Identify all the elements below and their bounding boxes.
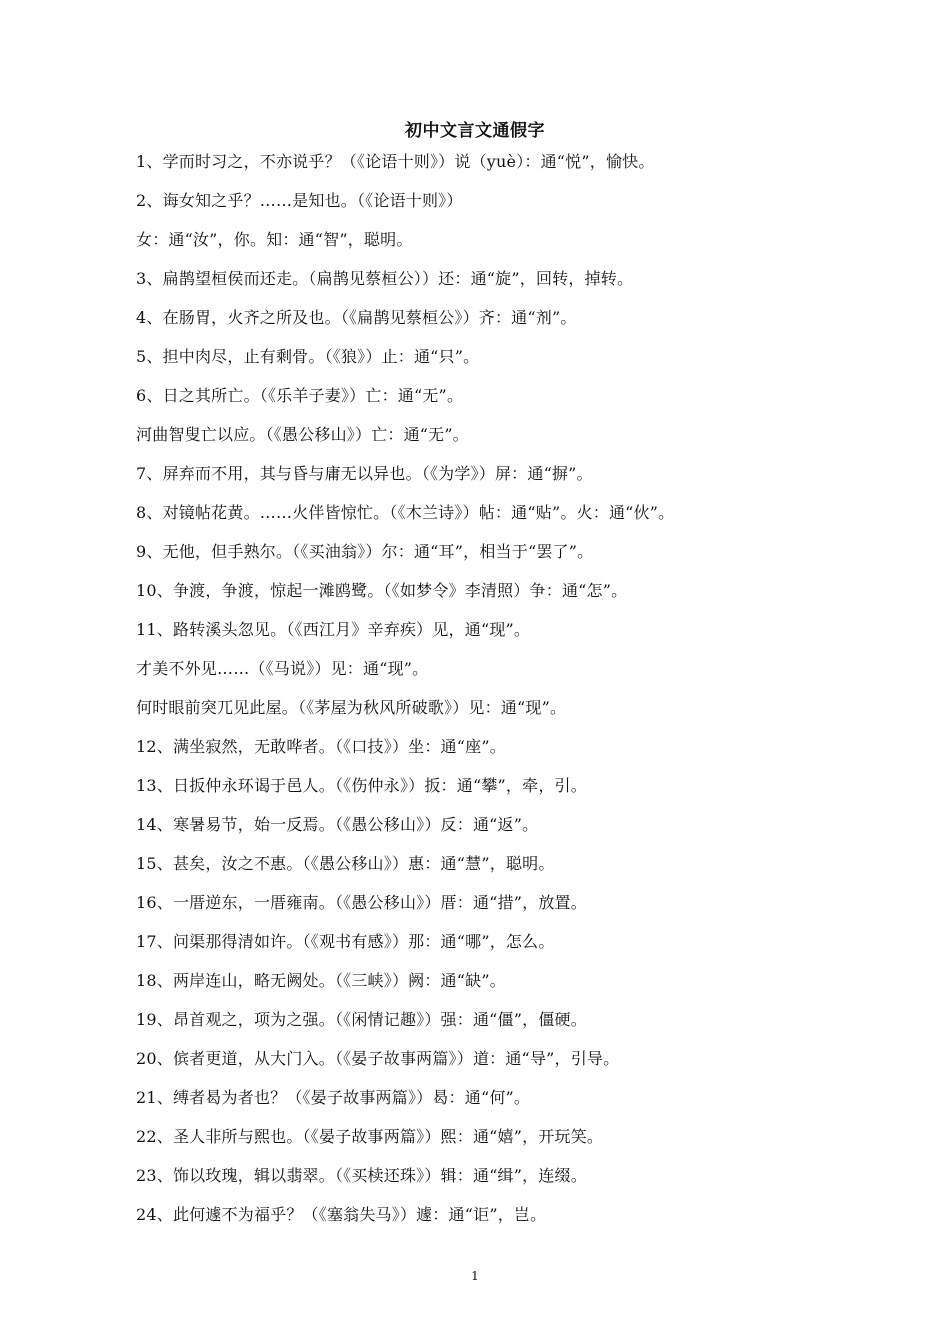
text-line: 女：通“汝”，你。知：通“智”，聪明。	[136, 230, 413, 249]
document-title: 初中文言文通假字	[405, 121, 545, 141]
text-line: 12、满坐寂然，无敢哗者。（《口技》）坐：通“座”。	[136, 737, 506, 756]
text-line: 9、无他，但手熟尔。（《买油翁》）尔：通“耳”，相当于“罢了”。	[136, 542, 594, 561]
text-line: 21、缚者曷为者也？（《晏子故事两篇》）曷：通“何”。	[136, 1088, 531, 1107]
text-line: 8、对镜帖花黄。……火伴皆惊忙。（《木兰诗》）帖：通“贴”。火：通“伙”。	[136, 503, 675, 522]
text-line: 5、担中肉尽，止有剩骨。（《狼》）止：通“只”。	[136, 347, 480, 366]
text-line: 15、甚矣，汝之不惠。（《愚公移山》）惠：通“慧”，聪明。	[136, 854, 555, 873]
text-line: 11、路转溪头忽见。（《西江月》辛弃疾）见，通“现”。	[136, 620, 531, 639]
text-line: 22、圣人非所与熙也。（《晏子故事两篇》）熙：通“嬉”，开玩笑。	[136, 1127, 604, 1146]
text-line: 20、傧者更道，从大门入。（《晏子故事两篇》）道：通“导”，引导。	[136, 1049, 620, 1068]
text-line: 何时眼前突兀见此屋。（《茅屋为秋风所破歌》）见：通“现”。	[136, 698, 567, 717]
text-line: 23、饰以玫瑰，辑以翡翠。（《买椟还珠》）辑：通“缉”，连缀。	[136, 1166, 587, 1185]
text-line: 19、昂首观之，项为之强。（《闲情记趣》）强：通“僵”，僵硬。	[136, 1010, 587, 1029]
text-line: 14、寒暑易节，始一反焉。（《愚公移山》）反：通“返”。	[136, 815, 539, 834]
text-line: 6、日之其所亡。（《乐羊子妻》）亡：通“无”。	[136, 386, 464, 405]
text-line: 10、争渡，争渡，惊起一滩鸥鹭。（《如梦令》李清照）争：通“怎”。	[136, 581, 628, 600]
text-line: 2、诲女知之乎？……是知也。（《论语十则》）	[136, 191, 463, 210]
page-number: 1	[471, 1269, 479, 1283]
text-line: 17、问渠那得清如许。（《观书有感》）那：通“哪”，怎么。	[136, 932, 555, 951]
text-line: 才美不外见……（《马说》）见：通“现”。	[136, 659, 429, 678]
text-line: 4、在肠胃，火齐之所及也。（《扁鹊见蔡桓公》）齐：通“剂”。	[136, 308, 577, 327]
text-lines	[136, 150, 826, 1242]
text-line: 24、此何遽不为福乎？（《塞翁失马》）遽：通“讵”，岂。	[136, 1205, 547, 1224]
text-line: 16、一厝逆东，一厝雍南。（《愚公移山》）厝：通“措”，放置。	[136, 893, 587, 912]
text-line: 18、两岸连山，略无阙处。（《三峡》）阙：通“缺”。	[136, 971, 506, 990]
text-line: 13、日扳仲永环谒于邑人。（《伤仲永》）扳：通“攀”，牵，引。	[136, 776, 587, 795]
text-line: 1、学而时习之，不亦说乎？（《论语十则》）说（yuè）：通“悦”，愉快。	[136, 152, 655, 171]
text-line: 7、屏弃而不用，其与昏与庸无以异也。（《为学》）屏：通“摒”。	[136, 464, 593, 483]
text-line: 3、扁鹊望桓侯而还走。（扁鹊见蔡桓公））还：通“旋”，回转，掉转。	[136, 269, 634, 288]
text-line: 河曲智叟亡以应。（《愚公移山》）亡：通“无”。	[136, 425, 469, 444]
